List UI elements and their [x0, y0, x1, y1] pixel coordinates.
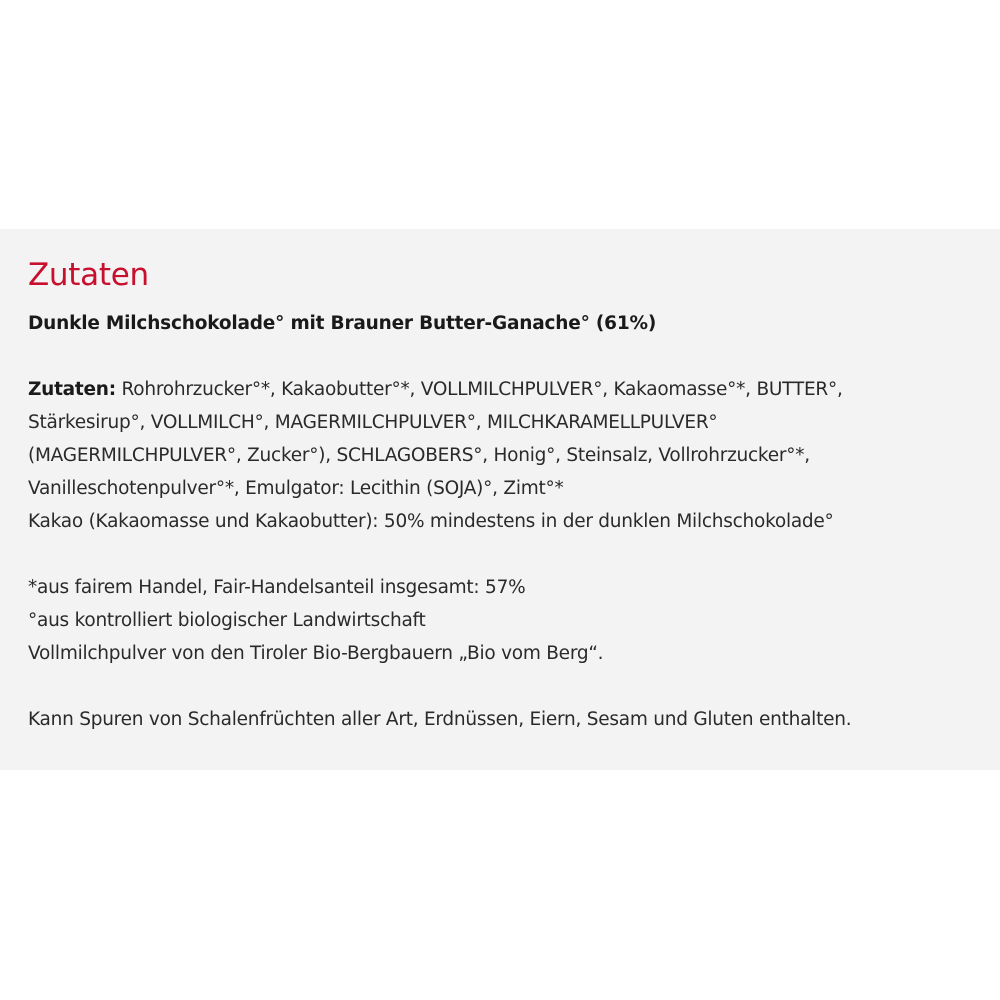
- cocoa-content: Kakao (Kakaomasse und Kakaobutter): 50% mindestens in der dunklen Milchschokolade°: [28, 511, 834, 532]
- spacer: [28, 340, 972, 373]
- ingredients-list: [28, 373, 972, 538]
- section-title: Zutaten: [28, 257, 149, 293]
- ingredients-panel: [0, 229, 1000, 770]
- ingredients-line-1: [28, 373, 972, 406]
- milk-source-note: Vollmilchpulver von den Tiroler Bio-Bergbauern „Bio vom Berg“.: [28, 643, 604, 664]
- notes: [28, 571, 972, 670]
- ingredients-line-4: Vanilleschotenpulver°*, Emulgator: Lecithin (SOJA)°, Zimt°*: [28, 478, 564, 499]
- ingredients-label: Zutaten:: [28, 379, 116, 400]
- spacer: [28, 670, 972, 703]
- ingredients-line-3: (MAGERMILCHPULVER°, Zucker°), SCHLAGOBERS°, Honig°, Steinsalz, Vollrohrzucker°*,: [28, 445, 810, 466]
- spacer: [28, 538, 972, 571]
- allergen-warning: Kann Spuren von Schalenfrüchten aller Art, Erdnüssen, Eiern, Sesam und Gluten enthalten.: [28, 709, 852, 730]
- ingredients-line-2: Stärkesirup°, VOLLMILCH°, MAGERMILCHPULVER°, MILCHKARAMELLPULVER°: [28, 412, 718, 433]
- product-subtitle: Dunkle Milchschokolade° mit Brauner Butter-Ganache° (61%): [28, 313, 657, 334]
- ingredients-line-1-text: Rohrohrzucker°*, Kakaobutter°*, VOLLMILCHPULVER°, Kakaomasse°*, BUTTER°,: [115, 379, 843, 400]
- fair-trade-note: *aus fairem Handel, Fair-Handelsanteil insgesamt: 57%: [28, 577, 526, 598]
- organic-note: °aus kontrolliert biologischer Landwirtschaft: [28, 610, 426, 631]
